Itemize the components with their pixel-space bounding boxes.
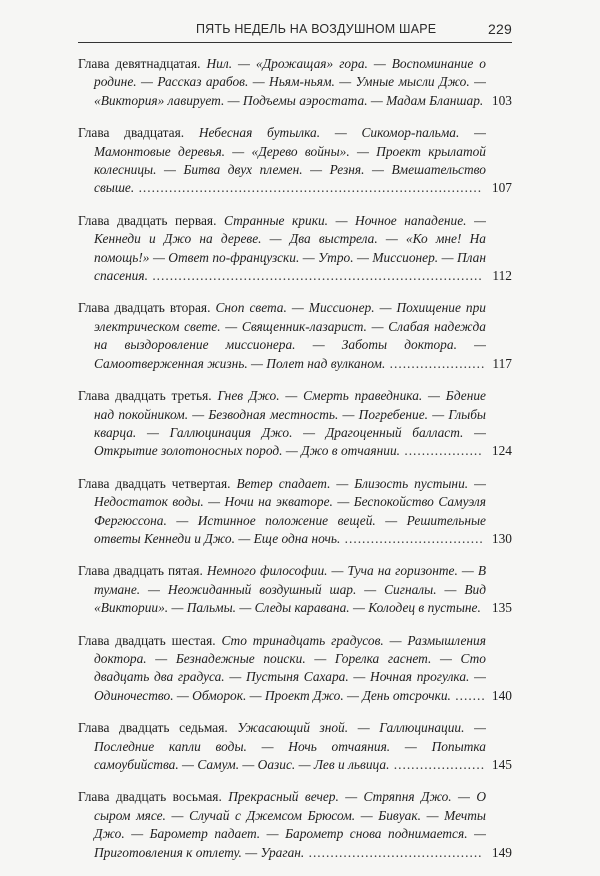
toc-entry xyxy=(78,299,512,373)
chapter-page-number: 140 xyxy=(491,687,512,703)
chapter-title: Глава двадцать шестая. xyxy=(78,632,216,648)
toc-entry xyxy=(78,632,512,706)
toc-entry xyxy=(78,55,512,110)
dot-leader: .................. xyxy=(400,443,483,459)
toc-entry xyxy=(78,719,512,774)
toc-entry-text xyxy=(78,212,486,286)
toc-entry-text xyxy=(78,387,486,461)
chapter-page-number: 107 xyxy=(491,180,512,196)
toc-entry-text xyxy=(78,632,486,706)
chapter-title: Глава двадцать пятая. xyxy=(78,563,203,579)
dot-leader: ..................... xyxy=(389,757,486,772)
chapter-description: Прекрасный вечер. — Стряпня Джо. — О сыром мясе. — Случай с Джемсом Брюсом. — Бивуак. — Мечты Джо. — Барометр падает. — Барометр снова поднимается. — Приготовления к отлету. — Ураган. xyxy=(94,789,486,860)
chapter-description: Ветер спадает. — Близость пустыни. — Недостаток воды. — Ночи на экваторе. — Беспокойство Самуэля Фергюссона. — Истинное положение вещей. — Решительные ответы Кеннеди и Джо. — Еще одна ночь. xyxy=(94,475,486,546)
chapter-description: Сто тринадцать градусов. — Размышления доктора. — Безнадежные поиски. — Горелка гаснет. — Сто двадцать два градуса. — Пустыня Сахара. — Ночная прогулка. — Одиночество. — Обморок. — Проект Джо. — День отсрочки. xyxy=(94,632,486,703)
toc-entry-text xyxy=(78,719,486,774)
chapter-page-number: 145 xyxy=(491,757,512,772)
chapter-title: Глава двадцать первая. xyxy=(78,212,217,228)
chapter-page-number: 135 xyxy=(491,600,512,616)
running-title: ПЯТЬ НЕДЕЛЬ НА ВОЗДУШНОМ ШАРЕ xyxy=(196,22,437,36)
toc-entry xyxy=(78,387,512,461)
chapter-title: Глава двадцать третья. xyxy=(78,388,212,404)
toc-entry-text xyxy=(78,788,486,862)
dot-leader: ............................................................................ xyxy=(147,268,483,284)
toc-entry xyxy=(78,562,512,617)
running-header xyxy=(78,18,512,43)
chapter-title: Глава двадцать восьмая. xyxy=(78,789,222,805)
toc-entry-text xyxy=(78,124,486,198)
chapter-title: Глава двадцать вторая. xyxy=(78,300,211,316)
chapter-title: Глава двадцать седьмая. xyxy=(78,720,228,736)
table-of-contents xyxy=(78,55,512,876)
toc-entry xyxy=(78,788,512,862)
dot-leader: ........................................ xyxy=(304,844,483,860)
chapter-page-number: 112 xyxy=(492,268,512,284)
chapter-page-number: 124 xyxy=(491,443,512,459)
page-number: 229 xyxy=(488,21,512,37)
toc-entry xyxy=(78,475,512,549)
chapter-description: Странные крики. — Ночное нападение. — Кеннеди и Джо на дереве. — Два выстрела. — «Ко мне! На помощь!» — Ответ по-французски. — Утро. — Миссионер. — План спасения. xyxy=(94,212,486,284)
chapter-description: Немного философии. — Туча на горизонте. — В тумане. — Неожиданный воздушный шар. — Сигналы. — Вид «Виктории». — Пальмы. — Следы каравана. — Колодец в пустыне. xyxy=(94,563,486,616)
chapter-description: Небесная бутылка. — Сикомор-пальма. — Мамонтовые деревья. — «Дерево войны». — Проект крылатой колесницы. — Битва двух племен. — Резня. — Вмешательство свыше. xyxy=(94,125,486,196)
chapter-page-number: 103 xyxy=(491,92,512,108)
chapter-page-number: 149 xyxy=(491,844,512,860)
chapter-description: Ужасающий зной. — Галлюцинации. — Последние капли воды. — Ночь отчаяния. — Попытка самоубийства. — Самум. — Оазис. — Лев и львица. xyxy=(94,720,486,772)
dot-leader: ....... xyxy=(450,687,486,703)
dot-leader: ................................ xyxy=(340,530,484,546)
chapter-title: Глава двадцать четвертая. xyxy=(78,475,231,491)
chapter-page-number: 117 xyxy=(492,355,512,371)
chapter-description: Нил. — «Дрожащая» гора. — Воспоминание о родине. — Рассказ арабов. — Ньям-ньям. — Умные мысли Джо. — «Виктория» лавирует. — Подъемы аэростата. — Мадам Бланшар. xyxy=(94,56,486,108)
toc-entry-text xyxy=(78,562,486,617)
chapter-description: Гнев Джо. — Смерть праведника. — Бдение над покойником. — Безводная местность. — Погребение. — Глыбы кварца. — Галлюцинация Джо. — Драгоценный балласт. — Открытие золотоносных пород. — Джо в отчаянии. xyxy=(94,388,486,459)
dot-leader: ............................................................................... xyxy=(134,180,483,196)
chapter-title: Глава двадцатая. xyxy=(78,125,185,141)
toc-entry xyxy=(78,124,512,198)
chapter-description: Сноп света. — Миссионер. — Похищение при электрическом свете. — Священник-лазарист. — Слабая надежда на выздоровление миссионера. — Заботы доктора. — Самоотверженная жизнь. — Полет над вулканом. xyxy=(94,300,486,371)
toc-entry-text xyxy=(78,299,486,373)
toc-entry-text xyxy=(78,55,486,110)
toc-entry xyxy=(78,212,512,286)
dot-leader: ...................... xyxy=(385,355,486,371)
chapter-page-number: 130 xyxy=(491,530,512,546)
toc-entry-text xyxy=(78,475,486,549)
chapter-title: Глава девятнадцатая. xyxy=(78,56,201,71)
